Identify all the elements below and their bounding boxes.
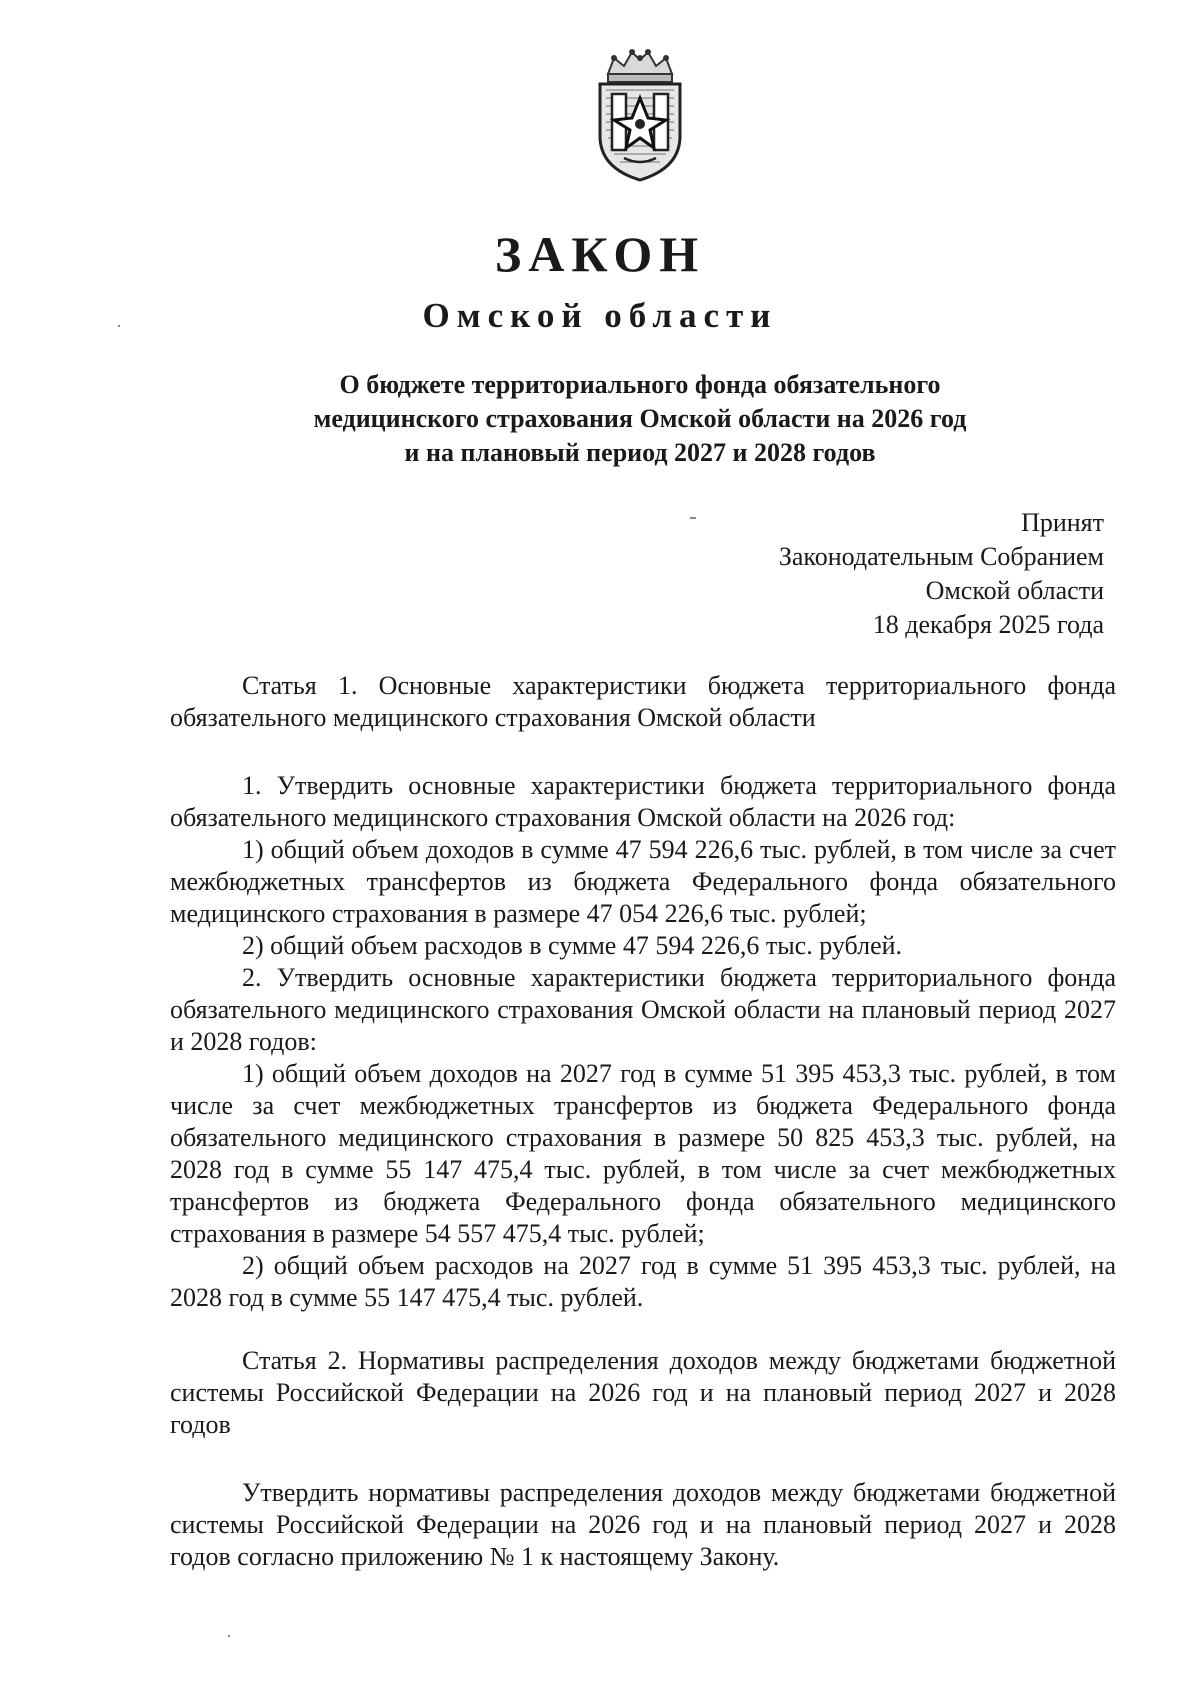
article-2-heading-block xyxy=(170,1345,1116,1441)
adoption-block xyxy=(779,506,1104,642)
article-1-heading: Статья 1. Основные характеристики бюджета территориального фонда обязательного медицинского страхования Омской области xyxy=(170,671,1116,732)
article-1-item-2-1: 1) общий объем доходов на 2027 год в сумме 51 395 453,3 тыс. рублей, в том числе за счет межбюджетных трансфертов из бюджета Федерального фонда обязательного медицинского страхования в размере 50 825 453,3 тыс. рублей, на 2028 год в сумме 55 147 475,4 тыс. рублей, в том числе за счет межбюджетных трансфертов из бюджета Федерального фонда обязательного медицинского страхования в размере 54 557 475,4 тыс. рублей; xyxy=(170,1059,1116,1248)
article-1-item-1: 1. Утвердить основные характеристики бюджета территориального фонда обязательного медицинского страхования Омской области на 2026 год: xyxy=(170,771,1116,832)
law-title xyxy=(200,368,1080,470)
scan-speck xyxy=(228,1635,230,1637)
article-1-item-1-1: 1) общий объем доходов в сумме 47 594 226,6 тыс. рублей, в том числе за счет межбюджетных трансфертов из бюджета Федерального фонда обязательного медицинского страхования в размере 47 054 226,6 тыс. рублей; xyxy=(170,835,1116,928)
article-1-item-1-2: 2) общий объем расходов в сумме 47 594 226,6 тыс. рублей. xyxy=(242,931,903,960)
adoption-label: Принят xyxy=(1021,508,1104,537)
document-type-title: ЗАКОН xyxy=(494,226,706,282)
article-2-body xyxy=(170,1477,1116,1573)
article-1-heading-block xyxy=(170,670,1116,734)
scan-speck xyxy=(690,517,696,519)
scan-speck xyxy=(118,325,120,327)
article-2-heading: Статья 2. Нормативы распределения доходов между бюджетами бюджетной системы Российской Федерации на 2026 год и на плановый период 2027 и 2028 годов xyxy=(170,1346,1116,1439)
law-title-line: и на плановый период 2027 и 2028 годов xyxy=(404,438,876,467)
region-subtitle: Омской области xyxy=(422,296,778,335)
coat-of-arms-icon xyxy=(578,44,702,184)
article-2-text: Утвердить нормативы распределения доходов между бюджетами бюджетной системы Российской Федерации на 2026 год и на плановый период 2027 и 2028 годов согласно приложению № 1 к настоящему Закону. xyxy=(170,1478,1116,1571)
adoption-region: Омской области xyxy=(925,576,1104,605)
article-1-item-2: 2. Утвердить основные характеристики бюджета территориального фонда обязательного медицинского страхования Омской области на плановый период 2027 и 2028 годов: xyxy=(170,963,1116,1056)
adoption-body: Законодательным Собранием xyxy=(778,542,1104,571)
article-1-body xyxy=(170,770,1116,1314)
adoption-date: 18 декабря 2025 года xyxy=(872,610,1104,639)
law-title-line: медицинского страхования Омской области на 2026 год xyxy=(313,404,967,433)
article-1-item-2-2: 2) общий объем расходов на 2027 год в сумме 51 395 453,3 тыс. рублей, на 2028 год в сумме 55 147 475,4 тыс. рублей. xyxy=(170,1251,1116,1312)
law-title-line: О бюджете территориального фонда обязательного xyxy=(339,370,941,399)
